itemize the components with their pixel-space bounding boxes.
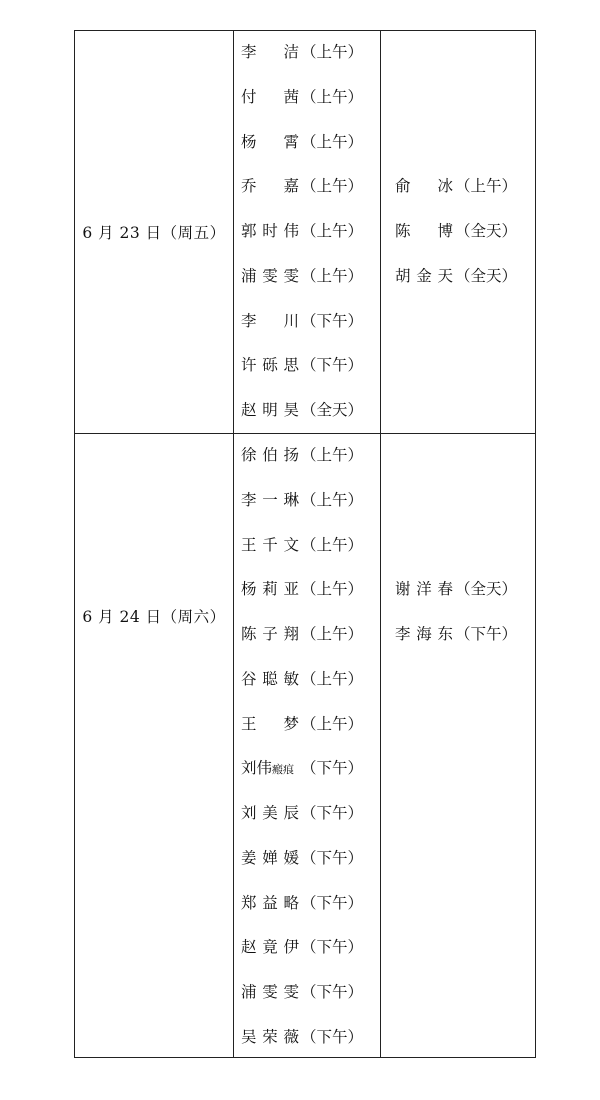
table-row <box>75 31 535 434</box>
staff-entry: 付 茜 （上午） <box>241 88 364 106</box>
staff-entry: 谷聪敏 （上午） <box>241 670 364 688</box>
staff-entry: 刘美辰 （下午） <box>241 804 364 822</box>
leader-entry: 胡金天 （全天） <box>395 267 518 285</box>
table-row <box>75 434 535 1057</box>
staff-entry: 徐伯扬 （上午） <box>241 446 364 464</box>
staff-entry: 王千文 （上午） <box>241 536 364 554</box>
staff-entry: 吴荣薇 （下午） <box>241 1028 364 1046</box>
leader-entry: 谢洋春 （全天） <box>395 580 518 598</box>
leader-entry: 陈 博 （全天） <box>395 222 518 240</box>
staff-entry: 许砾思 （下午） <box>241 356 364 374</box>
staff-entry: 陈子翔 （上午） <box>241 625 364 643</box>
staff-entry: 李 洁 （上午） <box>241 43 364 61</box>
staff-entry: 赵竟伊 （下午） <box>241 938 364 956</box>
staff-entry: 刘伟瘢痕 （下午） <box>241 759 364 777</box>
staff-entry: 浦雯雯 （上午） <box>241 267 364 285</box>
staff-entry: 姜婵媛 （下午） <box>241 849 364 867</box>
leader-entry: 俞 冰 （上午） <box>395 177 518 195</box>
staff-entry: 王 梦 （上午） <box>241 715 364 733</box>
staff-entry: 杨 霄 （上午） <box>241 133 364 151</box>
staff-entry: 浦雯雯 （下午） <box>241 983 364 1001</box>
staff-entry: 郑益略 （下午） <box>241 894 364 912</box>
schedule-table <box>74 30 536 1058</box>
staff-entry: 郭时伟 （上午） <box>241 222 364 240</box>
date-cell: 6 月 24 日（周六） <box>82 608 226 626</box>
date-cell: 6 月 23 日（周五） <box>82 224 226 242</box>
staff-entry: 杨莉亚 （上午） <box>241 580 364 598</box>
staff-entry: 李 川 （下午） <box>241 312 364 330</box>
leader-entry: 李海东 （下午） <box>395 625 518 643</box>
staff-entry: 赵明昊 （全天） <box>241 401 364 419</box>
staff-entry: 李一琳 （上午） <box>241 491 364 509</box>
staff-entry: 乔 嘉 （上午） <box>241 177 364 195</box>
